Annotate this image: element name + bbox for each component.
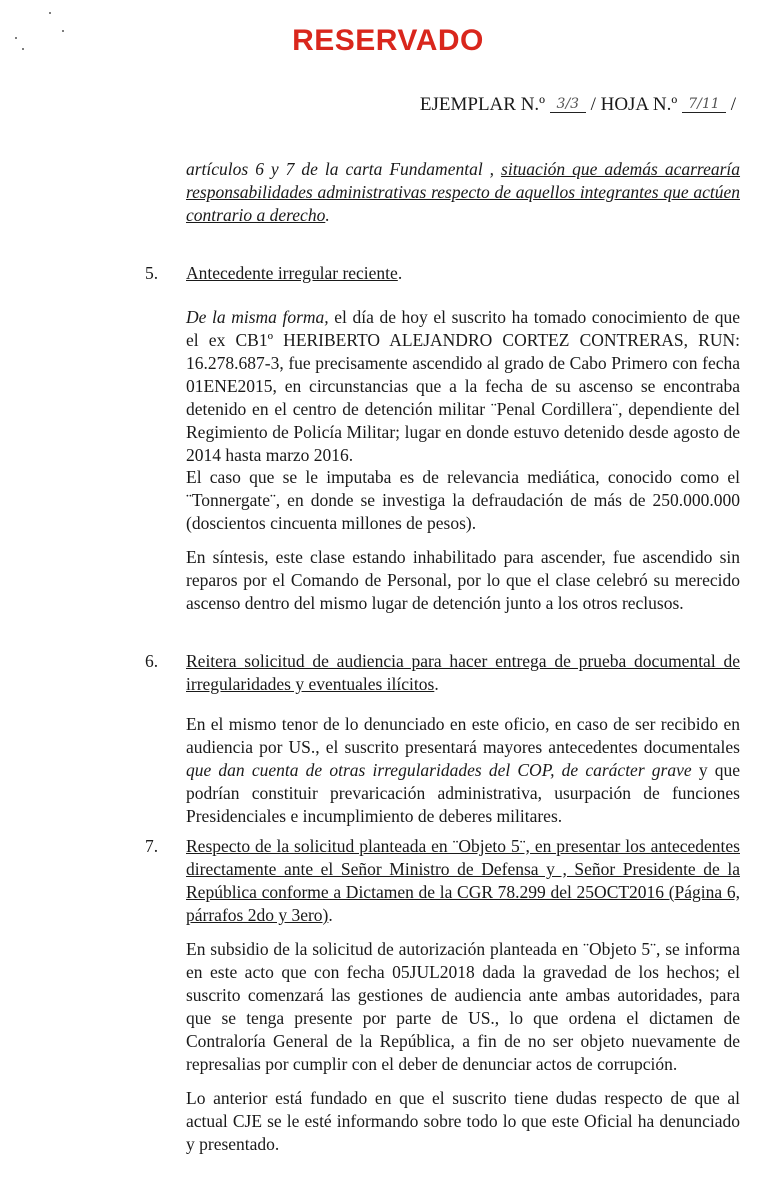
- section-5-heading: [186, 262, 740, 285]
- section-6-p1-italic: que dan cuenta de otras irregularidades del COP, de carácter grave: [186, 760, 692, 780]
- ejemplar-label: EJEMPLAR N.º: [419, 94, 546, 115]
- section-5-heading-end: .: [397, 263, 403, 283]
- section-7-paragraph-1: En subsidio de la solicitud de autorización planteada en ¨Objeto 5¨, se informa en este acto que con fecha 05JUL2018 dada la gravedad de los hechos; el suscrito comenzará las gestiones de audiencia ante ambas autoridades, para que se tenga presente por parte de US., lo que ordena el dictamen de Contraloría General de la República, a fin de no ser objeto nuevamente de represalias por cumplir con el deber de denunciar actos de corrupción.: [186, 939, 740, 1074]
- section-7-heading: [186, 835, 740, 927]
- section-6-p1-tail: y que podrían constituir prevaricación administrativa, usurpación de funciones Presidenciales e incumplimiento de deberes militares.: [186, 760, 740, 826]
- section-6-p1-text: En el mismo tenor de lo denunciado en este oficio, en caso de ser recibido en audiencia por US., el suscrito presentará mayores antecedentes documentales: [186, 714, 740, 757]
- section-5-paragraph-3: En síntesis, este clase estando inhabilitado para ascender, fue ascendido sin reparos por el Comando de Personal, por lo que el clase celebró su merecido ascenso dentro del mismo lugar de detención junto a los otros reclusos.: [186, 547, 740, 613]
- continuation-text-underlined: situación que además acarrearía responsabilidades administrativas respecto de aquellos integrantes que actúen contrario a derecho: [186, 159, 741, 225]
- section-5-p1-text: el día de hoy el suscrito ha tomado conocimiento de que el ex CB1º HERIBERTO ALEJANDRO CORTEZ CONTRERAS, RUN: 16.278.687-3, fue precisamente ascendido al grado de Cabo Primero con fecha 01ENE2015, en circunstancias que a la fecha de su ascenso se encontraba detenido en el centro de detención militar ¨Penal Cordillera¨, dependiente del Regimiento de Policía Militar; lugar en donde estuvo detenido desde agosto de 2014 hasta marzo 2016.: [186, 307, 741, 465]
- section-6-heading: [186, 650, 740, 696]
- section-5-paragraph-2: El caso que se le imputaba es de relevancia mediática, conocido como el ¨Tonnergate¨, en donde se investiga la defraudación de más de 250.000.000 (doscientos cincuenta millones de pesos).: [186, 467, 740, 533]
- continuation-text-a: artículos 6 y 7 de la carta Fundamental ,: [186, 159, 495, 179]
- section-6-heading-end: .: [434, 674, 439, 694]
- section-7-number: 7.: [145, 836, 159, 856]
- ejemplar-handwritten-number: 3/3: [550, 96, 586, 113]
- section-7-paragraph-2: Lo anterior está fundado en que el suscrito tiene dudas respecto de que al actual CJE se le esté informando sobre todo lo que este Oficial ha denunciado y presentado.: [186, 1088, 740, 1154]
- section-5-number: 5.: [145, 263, 159, 283]
- section-7-heading-text: Respecto de la solicitud planteada en ¨Objeto 5¨, en presentar los antecedentes directamente ante el Señor Ministro de Defensa y , Señor Presidente de la República conforme a Dictamen de la CGR 78.299 del 25OCT2016 (Página 6, párrafos 2do y 3ero): [186, 836, 740, 925]
- section-6-heading-text: Reitera solicitud de audiencia para hacer entrega de prueba documental de irregularidades y eventuales ilícitos: [186, 651, 740, 694]
- section-5-paragraph-1: [186, 306, 740, 467]
- continuation-text-end: .: [325, 205, 330, 225]
- section-5-p1-italic: De la misma forma,: [186, 307, 329, 327]
- ejemplar-line: [420, 94, 736, 116]
- section-7-heading-end: .: [328, 905, 333, 925]
- ejemplar-trailing-slash: /: [730, 94, 736, 115]
- section-5-heading-text: Antecedente irregular reciente: [186, 263, 398, 283]
- section-6-number: 6.: [145, 651, 159, 671]
- hoja-label: / HOJA N.º: [590, 94, 678, 115]
- hoja-handwritten-number: 7/11: [682, 96, 726, 113]
- reservado-stamp: RESERVADO: [292, 24, 484, 57]
- continuation-paragraph: [186, 158, 740, 227]
- section-6-paragraph-1: [186, 713, 740, 828]
